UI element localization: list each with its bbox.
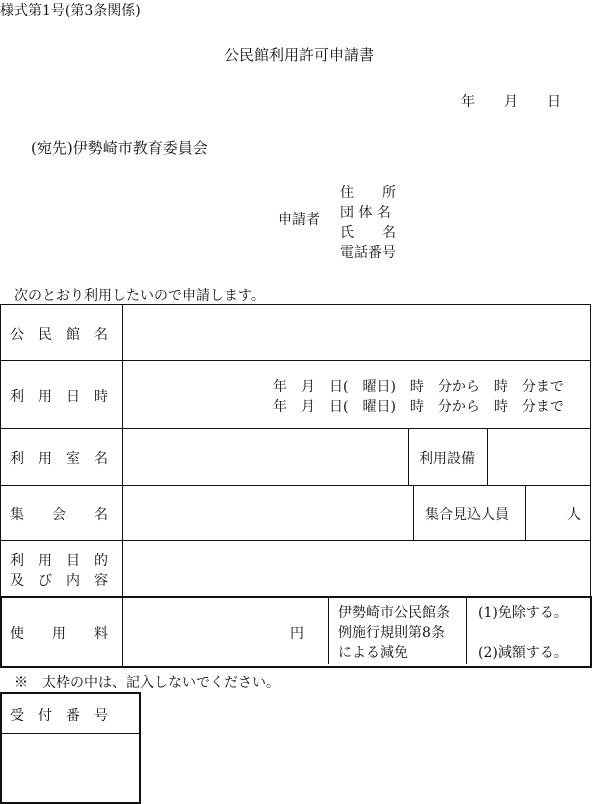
applicant-address-field: 住 所: [340, 185, 396, 201]
applicant-phone-field: 電話番号: [340, 245, 396, 261]
form-number: 様式第1号(第3条関係): [0, 3, 141, 19]
note-text: ※ 太枠の中は、記入しないでください。: [14, 675, 280, 691]
addressee: (宛先)伊勢崎市教育委員会: [31, 139, 208, 157]
date-year: 年: [461, 94, 475, 110]
purpose-label-2: 及 び 内 容: [10, 573, 108, 589]
fee-unit: 円: [290, 626, 304, 642]
applicant-label: 申請者: [278, 212, 320, 228]
page-title: 公民館利用許可申請書: [224, 46, 375, 64]
reduction-text-3: による減免: [338, 645, 408, 661]
usage-fee-label: 使 用 料: [10, 626, 108, 642]
intro-text: 次のとおり利用したいので申請します。: [14, 288, 265, 304]
usage-datetime-label: 利 用 日 時: [10, 389, 108, 405]
room-name-label: 利 用 室 名: [10, 451, 108, 467]
equipment-label: 利用設備: [419, 451, 475, 467]
reduction-text-1: 伊勢崎市公民館条: [338, 605, 450, 621]
meeting-name-label: 集 会 名: [10, 507, 108, 523]
usage-datetime-line-2: 年 月 日( 曜日) 時 分から 時 分まで: [273, 399, 564, 415]
exemption-option: (1)免除する。: [478, 605, 568, 621]
applicant-name-field: 氏 名: [340, 225, 396, 241]
attendance-unit: 人: [567, 507, 581, 523]
date-month: 月: [504, 94, 518, 110]
reduction-option: (2)減額する。: [478, 645, 568, 661]
applicant-group-field: 団 体 名: [340, 205, 391, 221]
facility-name-label: 公 民 館 名: [10, 327, 108, 343]
usage-datetime-line-1: 年 月 日( 曜日) 時 分から 時 分まで: [273, 379, 564, 395]
reduction-text-2: 例施行規則第8条: [338, 625, 445, 641]
date-day: 日: [547, 94, 561, 110]
purpose-label-1: 利 用 目 的: [10, 553, 108, 569]
receipt-number-label: 受 付 番 号: [10, 708, 108, 724]
attendance-label: 集合見込人員: [425, 507, 509, 523]
